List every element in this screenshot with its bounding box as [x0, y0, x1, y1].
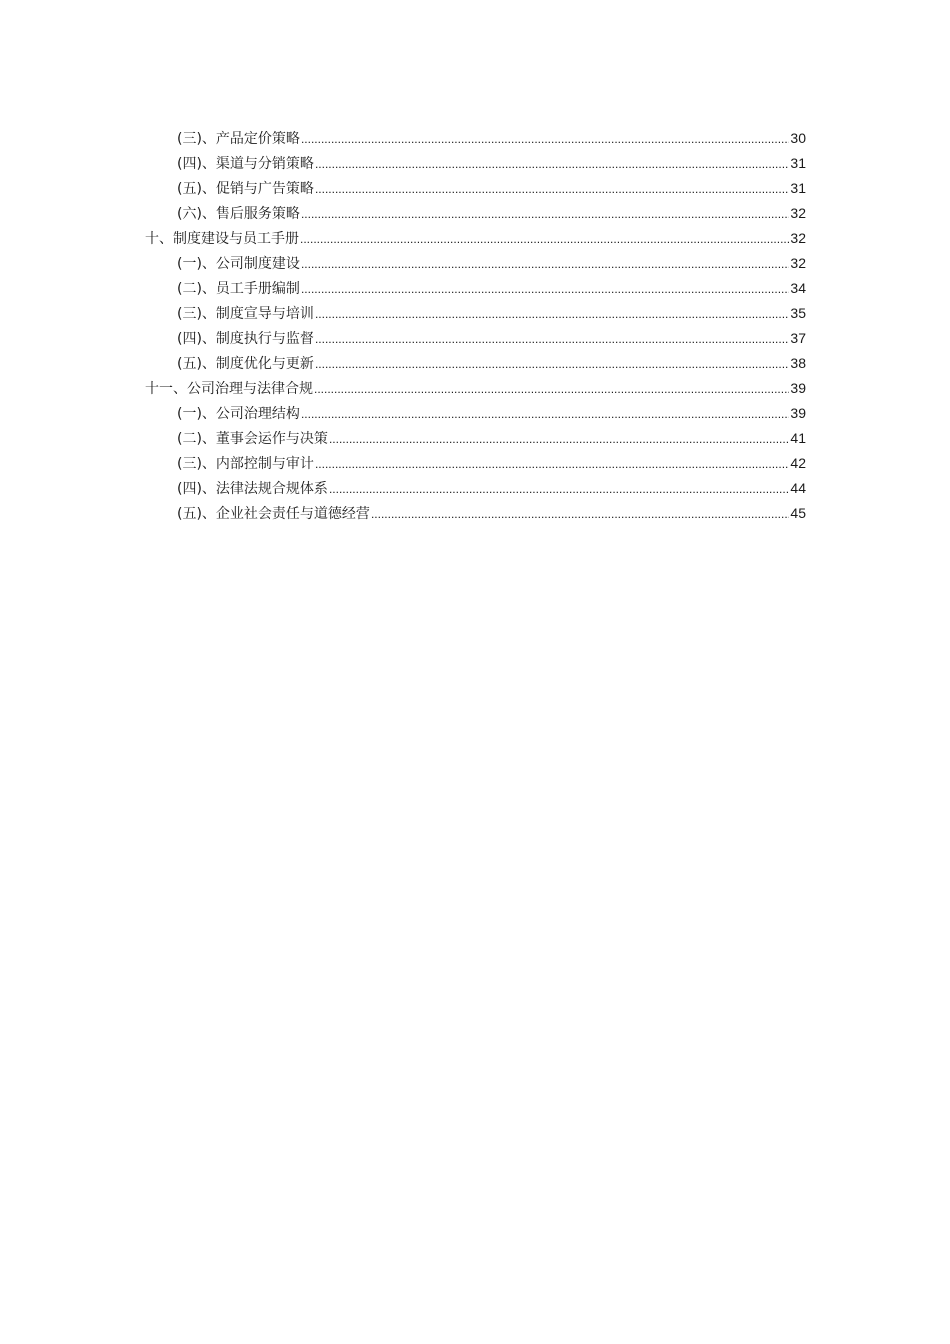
- toc-page-number: 45: [790, 505, 806, 521]
- toc-page-number: 32: [790, 205, 806, 221]
- toc-dot-leader: [300, 227, 789, 252]
- toc-dot-leader: [315, 352, 789, 377]
- toc-page-number: 32: [790, 255, 806, 271]
- toc-entry[interactable]: [145, 351, 806, 376]
- toc-entry-title: (五)、促销与广告策略: [177, 181, 314, 197]
- toc-entry-title: (四)、制度执行与监督: [177, 331, 314, 347]
- toc-dot-leader: [315, 302, 789, 327]
- toc-entry-title: (六)、售后服务策略: [177, 206, 300, 222]
- toc-page-number: 32: [790, 230, 806, 246]
- toc-entry-title: (二)、员工手册编制: [177, 281, 300, 297]
- toc-page-number: 37: [790, 330, 806, 346]
- toc-entry-title: (三)、制度宣导与培训: [177, 306, 314, 322]
- toc-page-number: 39: [790, 380, 806, 396]
- toc-dot-leader: [301, 277, 789, 302]
- toc-chapter-entry[interactable]: [145, 376, 806, 401]
- toc-entry[interactable]: [145, 426, 806, 451]
- toc-chapter-entry[interactable]: [145, 226, 806, 251]
- toc-dot-leader: [315, 327, 789, 352]
- toc-dot-leader: [315, 452, 789, 477]
- toc-entry[interactable]: [145, 301, 806, 326]
- toc-entry-title: (一)、公司制度建设: [177, 256, 300, 272]
- toc-entry-title: 十一、公司治理与法律合规: [145, 381, 313, 397]
- toc-page-number: 44: [790, 480, 806, 496]
- toc-entry-title: (四)、法律法规合规体系: [177, 481, 328, 497]
- toc-entry[interactable]: [145, 251, 806, 276]
- toc-page-number: 31: [790, 180, 806, 196]
- toc-entry[interactable]: [145, 451, 806, 476]
- table-of-contents: [145, 126, 806, 526]
- toc-entry[interactable]: [145, 401, 806, 426]
- toc-dot-leader: [315, 177, 789, 202]
- toc-entry-title: (一)、公司治理结构: [177, 406, 300, 422]
- toc-entry-title: (五)、制度优化与更新: [177, 356, 314, 372]
- toc-entry-title: (三)、产品定价策略: [177, 131, 300, 147]
- toc-page-number: 31: [790, 155, 806, 171]
- toc-dot-leader: [314, 377, 789, 402]
- toc-page-number: 34: [790, 280, 806, 296]
- toc-dot-leader: [315, 152, 789, 177]
- toc-entry[interactable]: [145, 126, 806, 151]
- toc-dot-leader: [301, 127, 789, 152]
- toc-page-number: 35: [790, 305, 806, 321]
- toc-dot-leader: [371, 502, 789, 527]
- toc-entry[interactable]: [145, 151, 806, 176]
- toc-entry-title: (五)、企业社会责任与道德经营: [177, 506, 370, 522]
- toc-page-number: 39: [790, 405, 806, 421]
- toc-entry[interactable]: [145, 476, 806, 501]
- toc-entry-title: (三)、内部控制与审计: [177, 456, 314, 472]
- toc-entry[interactable]: [145, 201, 806, 226]
- toc-dot-leader: [301, 202, 789, 227]
- toc-page-number: 30: [790, 130, 806, 146]
- toc-entry[interactable]: [145, 326, 806, 351]
- toc-dot-leader: [301, 252, 789, 277]
- toc-entry-title: (四)、渠道与分销策略: [177, 156, 314, 172]
- toc-page-number: 41: [790, 430, 806, 446]
- toc-page-number: 42: [790, 455, 806, 471]
- toc-dot-leader: [329, 427, 789, 452]
- toc-dot-leader: [301, 402, 789, 427]
- toc-dot-leader: [329, 477, 789, 502]
- toc-entry-title: 十、制度建设与员工手册: [145, 231, 299, 247]
- toc-entry[interactable]: [145, 501, 806, 526]
- toc-page-number: 38: [790, 355, 806, 371]
- toc-entry[interactable]: [145, 176, 806, 201]
- toc-entry[interactable]: [145, 276, 806, 301]
- toc-entry-title: (二)、董事会运作与决策: [177, 431, 328, 447]
